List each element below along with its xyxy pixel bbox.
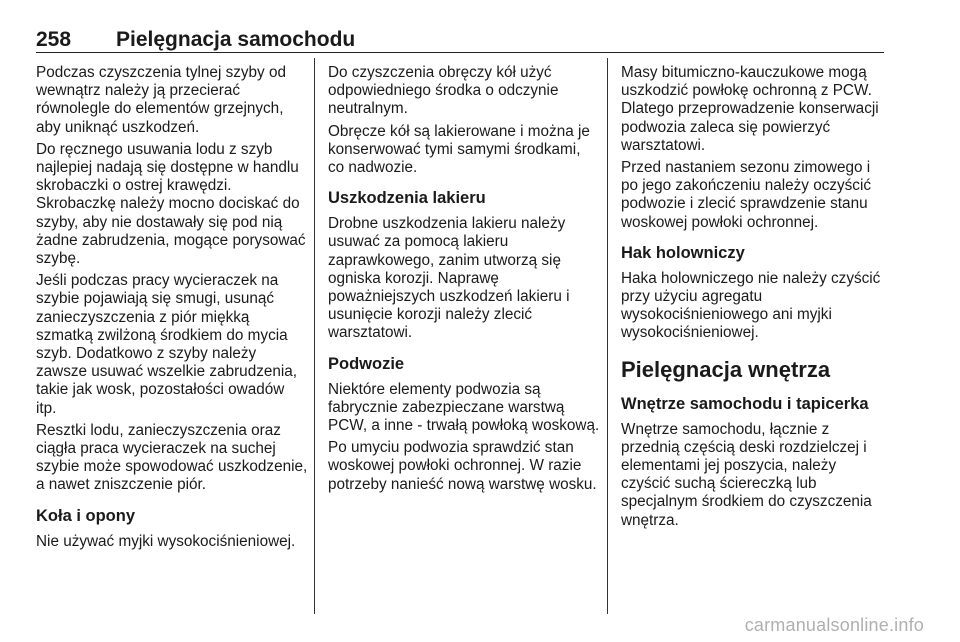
column-divider-1 xyxy=(314,58,315,614)
paragraph-underbody-coating: Niektóre elementy podwozia są fabrycznie zabezpieczane warstwą PCW, a inne - trwałą powłoką woskową. xyxy=(328,380,600,435)
paragraph-towbar-cleaning: Haka holowniczego nie należy czyścić przy użyciu agregatu wysokociśnieniowego ani myjki wysokociśnieniowej. xyxy=(621,269,881,342)
paragraph-bitumen: Masy bitumiczno-kauczukowe mogą uszkodzić powłokę ochronną z PCW. Dlatego przeprowadzenie konserwacji podwozia zaleca się powierzyć warsztatowi. xyxy=(621,64,879,154)
heading-paint-damage: Uszkodzenia lakieru xyxy=(328,189,486,208)
paragraph-rear-window: Podczas czyszczenia tylnej szyby od wewnątrz należy ją przecierać równolegle do elementów grzejnych, aby uniknąć uszkodzeń. xyxy=(36,64,286,136)
watermark-text: carmanualsonline.info xyxy=(744,615,924,635)
heading-wheels-tyres: Koła i opony xyxy=(36,506,135,525)
paragraph-wheel-cleaning: Do czyszczenia obręczy kół użyć odpowiedniego środka o odczynie neutralnym. xyxy=(328,64,559,118)
column-3 xyxy=(621,64,889,534)
paragraph-wiper-damage: Resztki lodu, zanieczyszczenia oraz ciągła praca wycieraczek na suchej szybie może spowodować uszkodzenie, a nawet zniszczenie piór. xyxy=(36,421,308,494)
heading-interior-upholstery: Wnętrze samochodu i tapicerka xyxy=(621,394,869,413)
chapter-title: Pielęgnacja samochodu xyxy=(116,28,356,51)
paragraph-wheel-lacquer: Obręcze kół są lakierowane i można je konserwować tymi samymi środkami, co nadwozie. xyxy=(328,122,590,177)
page-header xyxy=(36,22,884,53)
paragraph-paint-repair: Drobne uszkodzenia lakieru należy usuwać za pomocą lakieru zaprawkowego, zanim utworzą się ogniska korozji. Naprawę poważniejszych uszkodzeń lakieru i usunięcie korozji należy zlecić warsztatowi. xyxy=(328,215,570,342)
paragraph-interior-cleaning: Wnętrze samochodu, łącznie z przednią częścią deski rozdzielczej i elementami jej poszycia, należy czyścić suchą ściereczką lub specjalnym środkiem do czyszczenia wnętrza. xyxy=(621,420,872,529)
heading-interior-care: Pielęgnacja wnętrza xyxy=(621,356,831,382)
page-number: 258 xyxy=(36,28,72,51)
paragraph-no-pressure-washer: Nie używać myjki wysokociśnieniowej. xyxy=(36,532,296,550)
paragraph-wiper-smears: Jeśli podczas pracy wycieraczek na szybie pojawiają się smugi, usunąć zanieczyszczenia z piór miękką szmatką zwilżoną środkiem do mycia szyb. Dodatkowo z szyby należy zawsze usuwać wszelkie zabrudzenia, takie jak wosk, pozostałości owadów itp. xyxy=(36,272,298,417)
column-divider-2 xyxy=(607,58,608,614)
paragraph-underbody-wax: Po umyciu podwozia sprawdzić stan woskowej powłoki ochronnej. W razie potrzeby nanieść nową warstwę wosku. xyxy=(328,439,597,493)
heading-towbar: Hak holowniczy xyxy=(621,243,745,262)
column-2 xyxy=(328,64,600,498)
paragraph-winter-check: Przed nastaniem sezonu zimowego i po jego zakończeniu należy oczyścić podwozie i zlecić sprawdzenie stanu woskowej powłoki ochronnej. xyxy=(621,159,871,231)
heading-underbody: Podwozie xyxy=(328,354,405,373)
column-1 xyxy=(36,64,308,555)
paragraph-ice-scraper: Do ręcznego usuwania lodu z szyb najlepiej nadają się dostępne w handlu skrobaczki o ostrej krawędzi. Skrobaczkę należy mocno dociskać do szyby, aby nie dostawały się pod nią żadne zabrudzenia, mogące porysować szybę. xyxy=(36,140,306,268)
